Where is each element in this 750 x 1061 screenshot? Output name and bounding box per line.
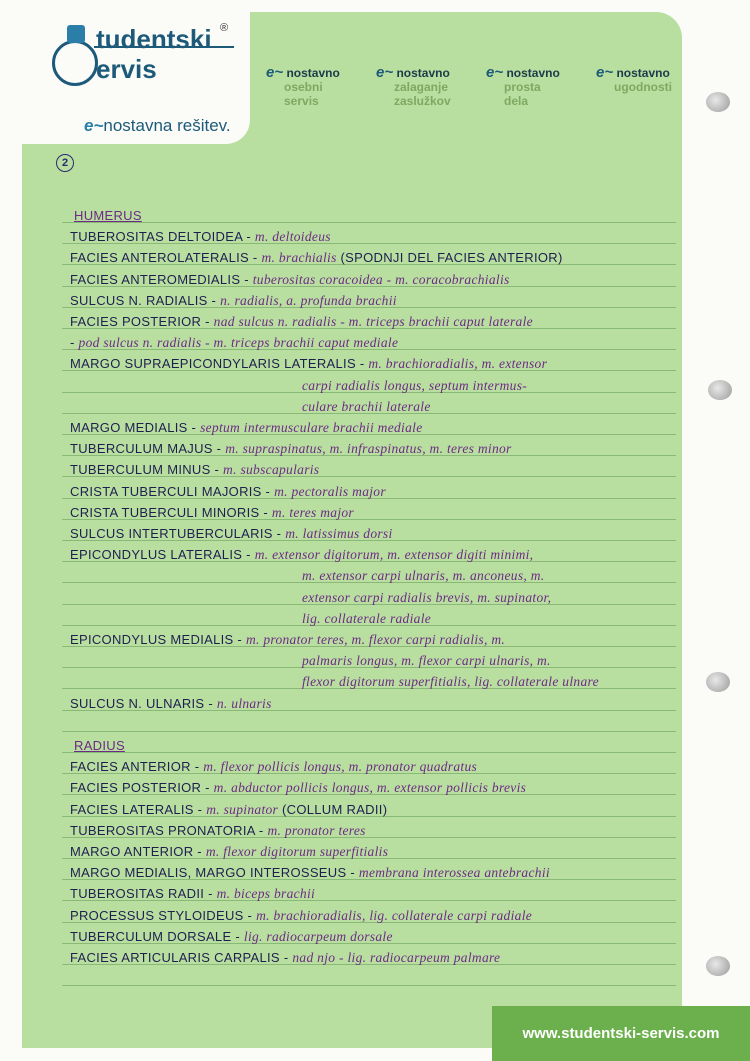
tagline-text: nostavna rešitev. [103,116,231,135]
note-detail: m. pronator teres, m. flexor carpi radialis, m. [245,632,506,647]
note-term: FACIES ARTICULARIS CARPALIS - [70,950,293,965]
note-detail: culare brachii laterale [302,398,431,414]
slogan-line: zalaganje [394,80,449,95]
note-line [70,272,510,288]
registered-mark: ® [220,22,229,34]
note-detail: m. brachioradialis, m. extensor [368,356,548,372]
note-line [70,505,354,521]
note-line [70,314,533,330]
slogan-line: osebni [284,80,323,95]
note-line [70,950,500,966]
slogan-line: dela [504,94,529,109]
note-term: FACIES ANTERIOR - [70,759,204,775]
note-term: FACIES POSTERIOR - [70,314,214,329]
note-line [70,462,319,478]
note-line [70,229,331,245]
slogan-row [266,64,688,109]
note-line [70,696,272,712]
note-detail: m. subscapularis [223,462,320,478]
note-remark: (COLLUM RADII) [278,801,388,817]
note-line [70,632,505,648]
note-detail: m. abductor pollicis longus, m. extensor pollicis brevis [213,780,527,796]
slogan-prefix: e~ [266,64,284,81]
note-detail: m. extensor digitorum, m. extensor digiti minimi, [254,547,534,563]
logo-text-line1: tudentski [96,24,212,54]
note-detail: m. flexor pollicis longus, m. pronator quadratus [203,759,478,775]
punch-hole [706,672,730,692]
section-heading-humerus: HUMERUS [74,208,142,223]
slogan-prefix: e~ [376,64,394,81]
note-detail: n. ulnaris [216,695,272,711]
note-term: CRISTA TUBERCULI MAJORIS - [70,483,275,499]
note-detail: m. teres major [271,504,354,520]
note-line [302,590,551,606]
slogan-line: zaslužkov [394,94,451,109]
ruled-line [62,752,676,753]
slogan-line: prosta [504,80,541,95]
logo-icon [52,40,98,86]
logo-area [22,12,250,144]
slogan-line: servis [284,94,319,109]
note-term: MARGO MEDIALIS - [70,420,201,435]
punch-hole [706,92,730,112]
note-term: FACIES ANTEROMEDIALIS - [70,271,253,287]
note-term: SULCUS INTERTUBERCULARIS - [70,526,286,541]
note-line [70,547,533,563]
tagline-prefix: e~ [84,116,104,135]
note-detail: septum intermusculare brachii mediale [200,420,423,435]
note-line [70,526,393,542]
note-sheet [22,12,682,1048]
note-detail: m. biceps brachii [216,886,316,902]
note-detail: nad njo - lig. radiocarpeum palmare [292,950,501,965]
note-detail: membrana interossea antebrachii [358,865,550,881]
note-term: TUBERCULUM MINUS - [70,462,224,478]
note-detail: m. supinator [206,801,279,817]
ruled-line [62,731,676,732]
ruled-line [62,985,676,986]
note-line [70,293,397,309]
note-term: TUBERCULUM MAJUS - [70,441,226,457]
note-line [70,420,423,436]
slogan [376,64,468,109]
slogan-title: nostavno [286,66,340,80]
note-term: TUBEROSITAS RADII - [70,886,217,902]
note-line [70,823,366,839]
note-detail: n. radialis, a. profunda brachii [220,292,397,308]
note-line [302,568,544,584]
note-term: - [70,335,79,351]
note-detail: lig. radiocarpeum dorsale [243,928,393,944]
ruled-line [62,222,676,223]
note-term: CRISTA TUBERCULI MINORIS - [70,504,272,520]
note-line [70,356,547,372]
note-term: SULCUS N. RADIALIS - [70,292,221,308]
note-detail: carpi radialis longus, septum intermus- [302,377,528,393]
note-line [70,484,386,500]
note-term: FACIES POSTERIOR - [70,780,214,796]
logo-text-line2: ervis [96,54,157,84]
section-heading-radius: RADIUS [74,738,125,753]
note-term: FACIES LATERALIS - [70,801,207,817]
note-term: SULCUS N. ULNARIS - [70,695,217,711]
note-line [70,335,398,351]
note-line [70,908,532,924]
note-line [70,865,550,881]
slogan-prefix: e~ [486,64,504,81]
note-detail: m. extensor carpi ulnaris, m. anconeus, m. [302,568,545,584]
slogan-title: nostavno [396,66,450,80]
note-line [70,759,477,775]
note-line [70,886,315,902]
note-term: EPICONDYLUS LATERALIS - [70,547,255,563]
note-detail: m. flexor digitorum superfitialis [205,844,389,859]
note-line [302,378,527,394]
note-detail: extensor carpi radialis brevis, m. supinator, [302,589,552,605]
note-term: FACIES ANTEROLATERALIS - [70,250,262,266]
note-line [70,802,387,818]
note-term: PROCESSUS STYLOIDEUS - [70,907,257,923]
note-line [70,441,512,457]
slogan-line: ugodnosti [614,80,672,95]
slogan [486,64,578,109]
note-line [70,929,393,945]
note-detail: m. brachialis [261,250,337,266]
note-term: MARGO ANTERIOR - [70,844,206,859]
note-detail: pod sulcus n. radialis - m. triceps brachii caput mediale [78,335,399,351]
note-detail: nad sulcus n. radialis - m. triceps brachii caput laterale [213,314,533,329]
punch-hole [708,380,732,400]
note-detail: lig. collaterale radiale [302,610,432,626]
note-detail: m. latissimus dorsi [285,526,393,541]
note-line [302,674,599,690]
note-detail: m. supraspinatus, m. infraspinatus, m. teres minor [225,441,512,457]
slogan-title: nostavno [616,66,670,80]
note-detail: m. pectoralis major [274,483,386,499]
note-line [70,844,388,860]
note-term: MARGO MEDIALIS, MARGO INTEROSSEUS - [70,865,359,881]
note-line [70,250,563,266]
note-detail: tuberositas coracoidea - m. coracobrachialis [252,271,510,287]
note-detail: m. pronator teres [267,822,366,838]
note-detail: palmaris longus, m. flexor carpi ulnaris, m. [302,653,551,669]
note-term: MARGO SUPRAEPICONDYLARIS LATERALIS - [70,356,369,372]
punch-hole [706,956,730,976]
note-term: EPICONDYLUS MEDIALIS - [70,632,246,647]
page-number: 2 [56,154,74,172]
note-remark: (SPODNJI DEL FACIES ANTERIOR) [336,250,563,266]
note-line [70,780,526,796]
footer-url[interactable]: www.studentski-servis.com [492,1006,750,1061]
note-term: TUBEROSITAS DELTOIDEA - [70,229,255,245]
note-detail: m. deltoideus [254,229,331,245]
slogan-title: nostavno [506,66,560,80]
slogan-prefix: e~ [596,64,614,81]
note-line [302,611,431,627]
slogan [266,64,358,109]
note-line [302,653,551,669]
note-detail: flexor digitorum superfitialis, lig. collaterale ulnare [302,674,599,690]
note-term: TUBEROSITAS PRONATORIA - [70,822,268,838]
slogan [596,64,688,109]
note-line [302,399,431,415]
note-detail: m. brachioradialis, lig. collaterale carpi radiale [256,907,533,923]
note-term: TUBERCULUM DORSALE - [70,928,244,944]
tagline [84,116,231,136]
